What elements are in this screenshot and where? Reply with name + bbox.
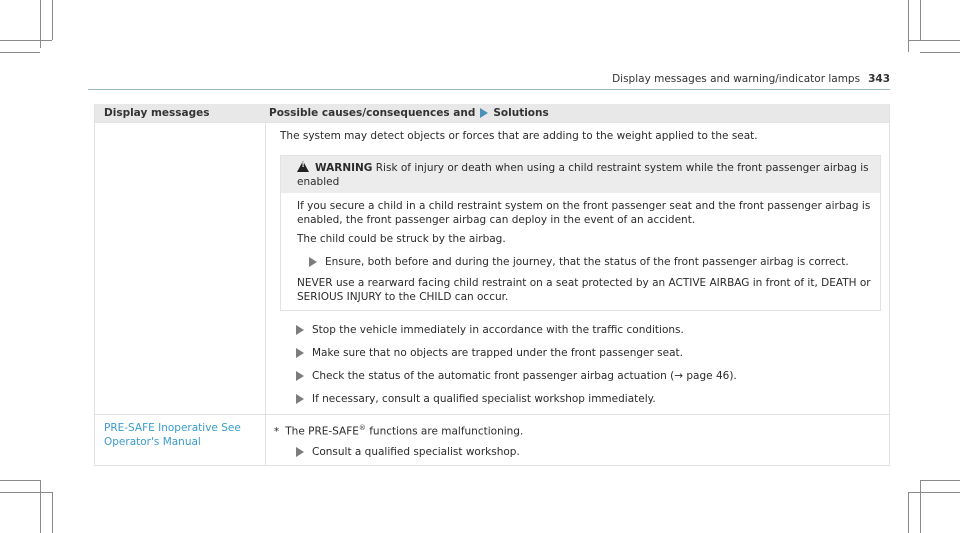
warning-title: WARNING (315, 162, 373, 174)
page-number: 343 (868, 73, 890, 85)
step-text: If necessary, consult a qualified specialist workshop immediately. (312, 393, 656, 405)
cause-suffix: functions are malfunctioning. (365, 425, 524, 438)
intro-text: The system may detect objects or forces that are adding to the weight applied to the seat. (280, 130, 758, 142)
crop-mark (920, 0, 921, 40)
step-arrow-icon (309, 257, 317, 267)
crop-mark (0, 40, 52, 41)
header-rule (88, 89, 890, 90)
warning-step-text: Ensure, both before and during the journey, that the status of the front passenger airbag is correct. (325, 256, 849, 268)
instruction-step (280, 392, 881, 406)
warning-triangle-icon: ! (297, 160, 315, 175)
step-arrow-icon (296, 325, 304, 335)
display-messages-table (94, 104, 890, 466)
crop-mark (908, 40, 960, 41)
cause-text (274, 421, 881, 439)
col-header-suffix: Solutions (493, 107, 549, 119)
warning-header (281, 156, 880, 193)
warning-paragraph: If you secure a child in a child restraint system on the front passenger seat and the front passenger airbag is enabled, the front passenger airbag can deploy in the event of an accident. (297, 200, 871, 226)
crop-mark (920, 52, 960, 53)
solution-cell (266, 123, 889, 414)
step-text[interactable]: Check the status of the automatic front passenger airbag actuation (→ page 46). (312, 370, 737, 382)
warning-text: Risk of injury or death when using a child restraint system while the front passenger airbag is enabled (297, 162, 869, 188)
crop-mark (908, 492, 909, 533)
crop-mark (52, 492, 53, 533)
crop-mark (0, 492, 52, 493)
registered-mark: ® (358, 424, 366, 432)
col-header-display-messages: Display messages (104, 107, 210, 119)
instruction-step (274, 445, 881, 459)
running-head-title: Display messages and warning/indicator lamps (612, 73, 861, 85)
col-header-causes-solutions (266, 107, 889, 119)
step-text: Consult a qualified specialist workshop. (312, 445, 520, 458)
col-header-prefix: Possible causes/consequences and (269, 107, 476, 119)
display-message-line: Operator's Manual (104, 436, 201, 448)
crop-mark (920, 480, 960, 481)
warning-step (297, 255, 872, 269)
warning-body (281, 193, 880, 310)
crop-mark (0, 52, 40, 53)
step-arrow-icon (296, 371, 304, 381)
step-arrow-icon (296, 348, 304, 358)
crop-mark (920, 480, 921, 533)
asterisk: * (274, 425, 280, 438)
message-cell (95, 123, 266, 414)
arrow-right-icon (480, 108, 488, 118)
warning-paragraph: NEVER use a rearward facing child restraint on a seat protected by an ACTIVE AIRBAG in front of it, DEATH or SERIOUS INJURY to the CHILD can occur. (297, 277, 871, 303)
solution-cell (266, 415, 889, 465)
step-text: Make sure that no objects are trapped under the front passenger seat. (312, 347, 683, 359)
table-row (95, 414, 889, 465)
table-row (95, 122, 889, 414)
running-head (612, 73, 890, 85)
message-cell (95, 415, 266, 465)
display-message-line: PRE-SAFE Inoperative See (104, 422, 241, 434)
warning-box (280, 155, 881, 311)
crop-mark (52, 0, 53, 40)
step-text: Stop the vehicle immediately in accordance with the traffic conditions. (312, 324, 684, 336)
cause-prefix: The PRE-SAFE (285, 425, 359, 438)
crop-mark (40, 480, 41, 533)
table-header (95, 104, 889, 122)
warning-paragraph: The child could be struck by the airbag. (297, 233, 506, 245)
step-arrow-icon (296, 394, 304, 404)
step-arrow-icon (296, 447, 304, 457)
crop-mark (908, 492, 960, 493)
instruction-step (280, 346, 881, 360)
instruction-step (280, 369, 881, 383)
instruction-step (280, 323, 881, 337)
crop-mark (0, 480, 40, 481)
crop-mark (908, 0, 909, 52)
